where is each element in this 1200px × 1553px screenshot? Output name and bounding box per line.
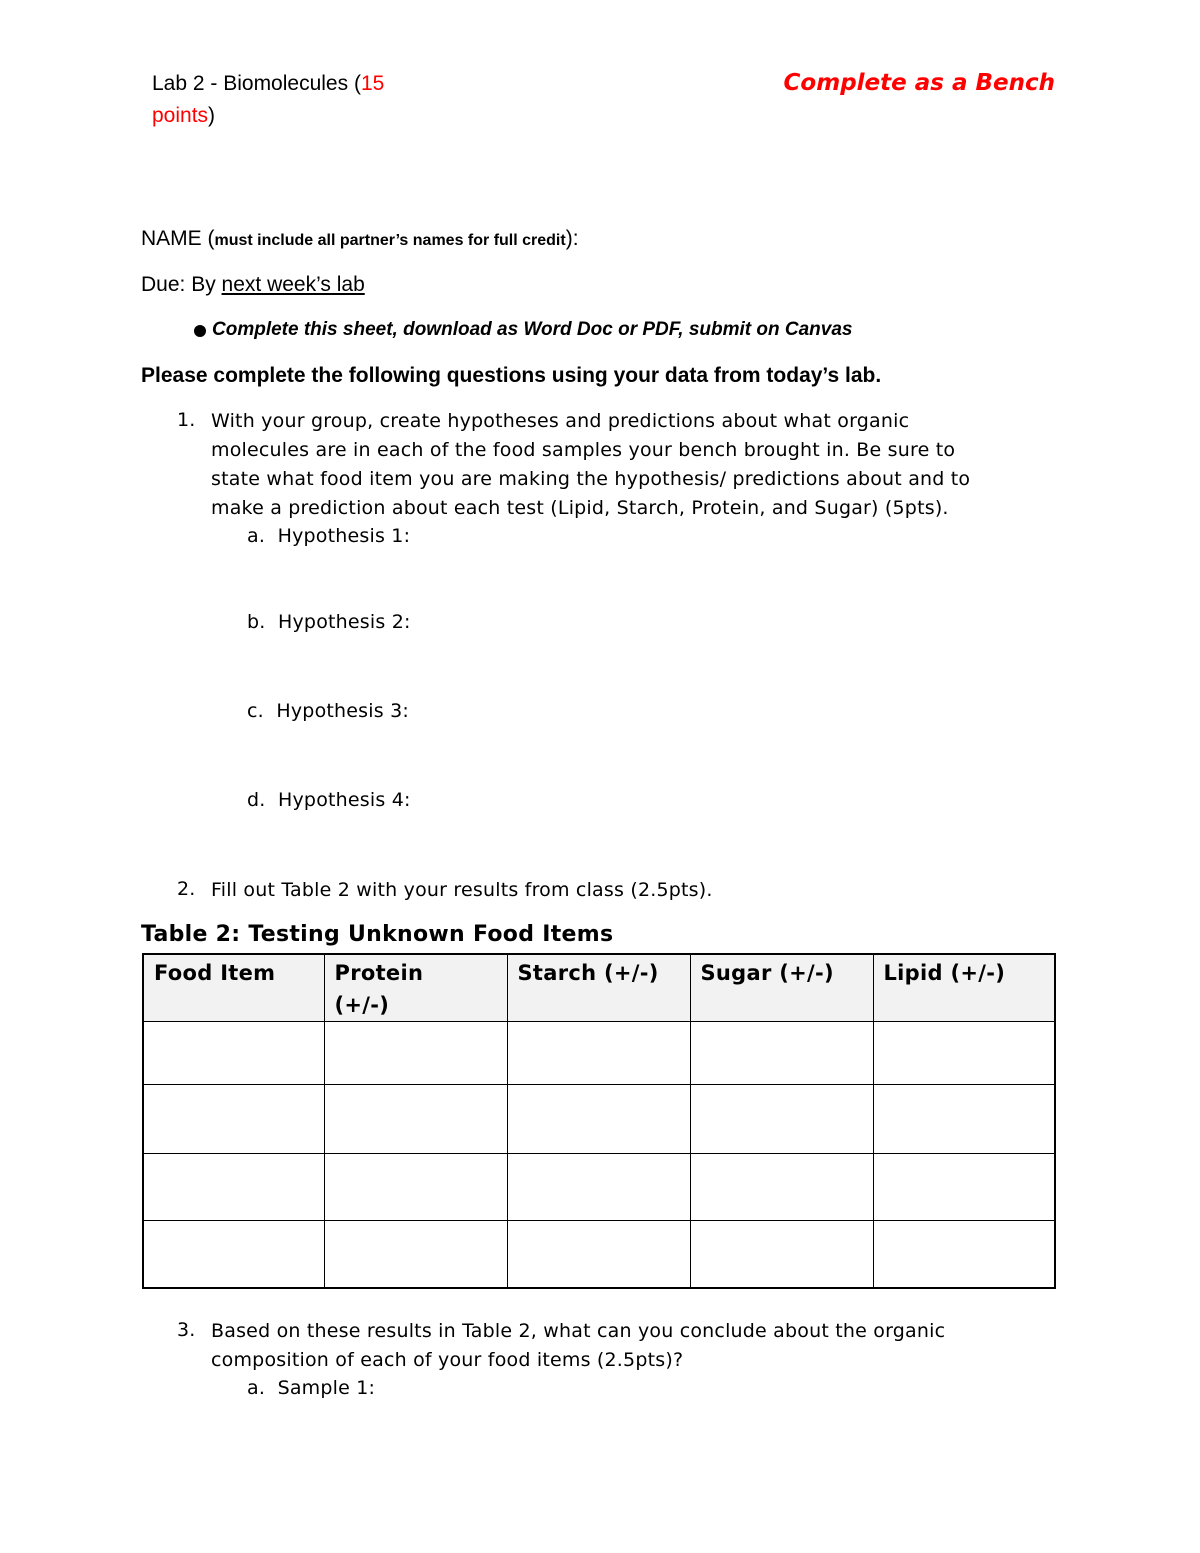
question-1-text: [211, 407, 1081, 523]
subitem-label: Hypothesis 3:: [276, 700, 409, 722]
table-cell[interactable]: [143, 1154, 324, 1221]
hypothesis-1: [247, 525, 410, 547]
table-cell[interactable]: [690, 1022, 873, 1085]
question-1-line: make a prediction about each test (Lipid, Starch, Protein, and Sugar) (5pts).: [211, 497, 949, 519]
question-3-line: composition of each of your food items (2.5pts)?: [211, 1349, 684, 1371]
due-label: Due: By: [141, 273, 222, 296]
hypothesis-3: [247, 700, 409, 722]
name-note: must include all partner’s names for full credit: [214, 232, 566, 249]
table-cell[interactable]: [873, 1221, 1055, 1289]
hypothesis-2: [247, 611, 411, 633]
table-cell[interactable]: [873, 1154, 1055, 1221]
table-row: [143, 1221, 1055, 1289]
column-header-protein: Protein (+/-): [324, 954, 507, 1022]
title-prefix: Lab 2 - Biomolecules (: [152, 72, 361, 95]
name-label: NAME (: [141, 227, 215, 250]
table-cell[interactable]: [690, 1085, 873, 1154]
table-cell[interactable]: [324, 1022, 507, 1085]
title-points-number: 15: [360, 72, 385, 95]
subitem-letter: a.: [247, 525, 266, 547]
due-line: [141, 273, 365, 297]
table-cell[interactable]: [324, 1154, 507, 1221]
subitem-letter: d.: [247, 789, 266, 811]
question-3-number: 3.: [177, 1319, 196, 1341]
table-cell[interactable]: [507, 1022, 690, 1085]
page-title-continued: [152, 104, 215, 128]
table-row: [143, 1085, 1055, 1154]
table-title: Table 2: Testing Unknown Food Items: [141, 922, 614, 947]
results-table: [142, 953, 1056, 1289]
subitem-label: Hypothesis 2:: [278, 611, 411, 633]
question-2-text: Fill out Table 2 with your results from class (2.5pts).: [211, 879, 713, 901]
title-suffix: ): [208, 104, 216, 127]
subitem-letter: c.: [247, 700, 264, 722]
name-field-line: [141, 227, 579, 251]
question-3-line: Based on these results in Table 2, what can you conclude about the organic: [211, 1320, 946, 1342]
subitem-letter: b.: [247, 611, 266, 633]
title-points-word: points: [152, 104, 209, 127]
table-cell[interactable]: [143, 1022, 324, 1085]
column-header-starch: Starch (+/-): [507, 954, 690, 1022]
sample-1: [247, 1377, 375, 1399]
table-cell[interactable]: [143, 1221, 324, 1289]
column-header-food-item: Food Item: [143, 954, 324, 1022]
table-row: [143, 1022, 1055, 1085]
instructions-heading: Please complete the following questions using your data from today’s lab.: [141, 364, 882, 387]
page-title: [152, 72, 384, 96]
table-header-row: [143, 954, 1055, 1022]
column-header-lipid: Lipid (+/-): [873, 954, 1055, 1022]
hypothesis-4: [247, 789, 411, 811]
table-cell[interactable]: [143, 1085, 324, 1154]
table-cell[interactable]: [873, 1085, 1055, 1154]
subitem-label: Sample 1:: [277, 1377, 376, 1399]
subitem-label: Hypothesis 1:: [277, 525, 411, 547]
column-header-sugar: Sugar (+/-): [690, 954, 873, 1022]
subitem-label: Hypothesis 4:: [278, 789, 411, 811]
table-cell[interactable]: [690, 1154, 873, 1221]
table-cell[interactable]: [507, 1085, 690, 1154]
table-cell[interactable]: [690, 1221, 873, 1289]
bench-note: Complete as a Bench: [783, 70, 1055, 96]
table-cell[interactable]: [324, 1085, 507, 1154]
subitem-letter: a.: [247, 1377, 266, 1399]
table-cell[interactable]: [873, 1022, 1055, 1085]
question-3-text: [211, 1317, 1081, 1375]
bullet-dot-icon: [194, 325, 206, 337]
table-cell[interactable]: [324, 1221, 507, 1289]
question-1-line: With your group, create hypotheses and predictions about what organic: [211, 410, 910, 432]
question-2-number: 2.: [177, 878, 196, 900]
table-row: [143, 1154, 1055, 1221]
submission-instruction: Complete this sheet, download as Word Doc or PDF, submit on Canvas: [212, 319, 853, 340]
name-suffix: ):: [565, 227, 579, 250]
table-cell[interactable]: [507, 1221, 690, 1289]
due-value: next week’s lab: [221, 273, 365, 296]
question-1-line: state what food item you are making the hypothesis/ predictions about and to: [211, 468, 971, 490]
question-1-number: 1.: [177, 409, 196, 431]
question-1-line: molecules are in each of the food samples your bench brought in. Be sure to: [211, 439, 956, 461]
table-cell[interactable]: [507, 1154, 690, 1221]
